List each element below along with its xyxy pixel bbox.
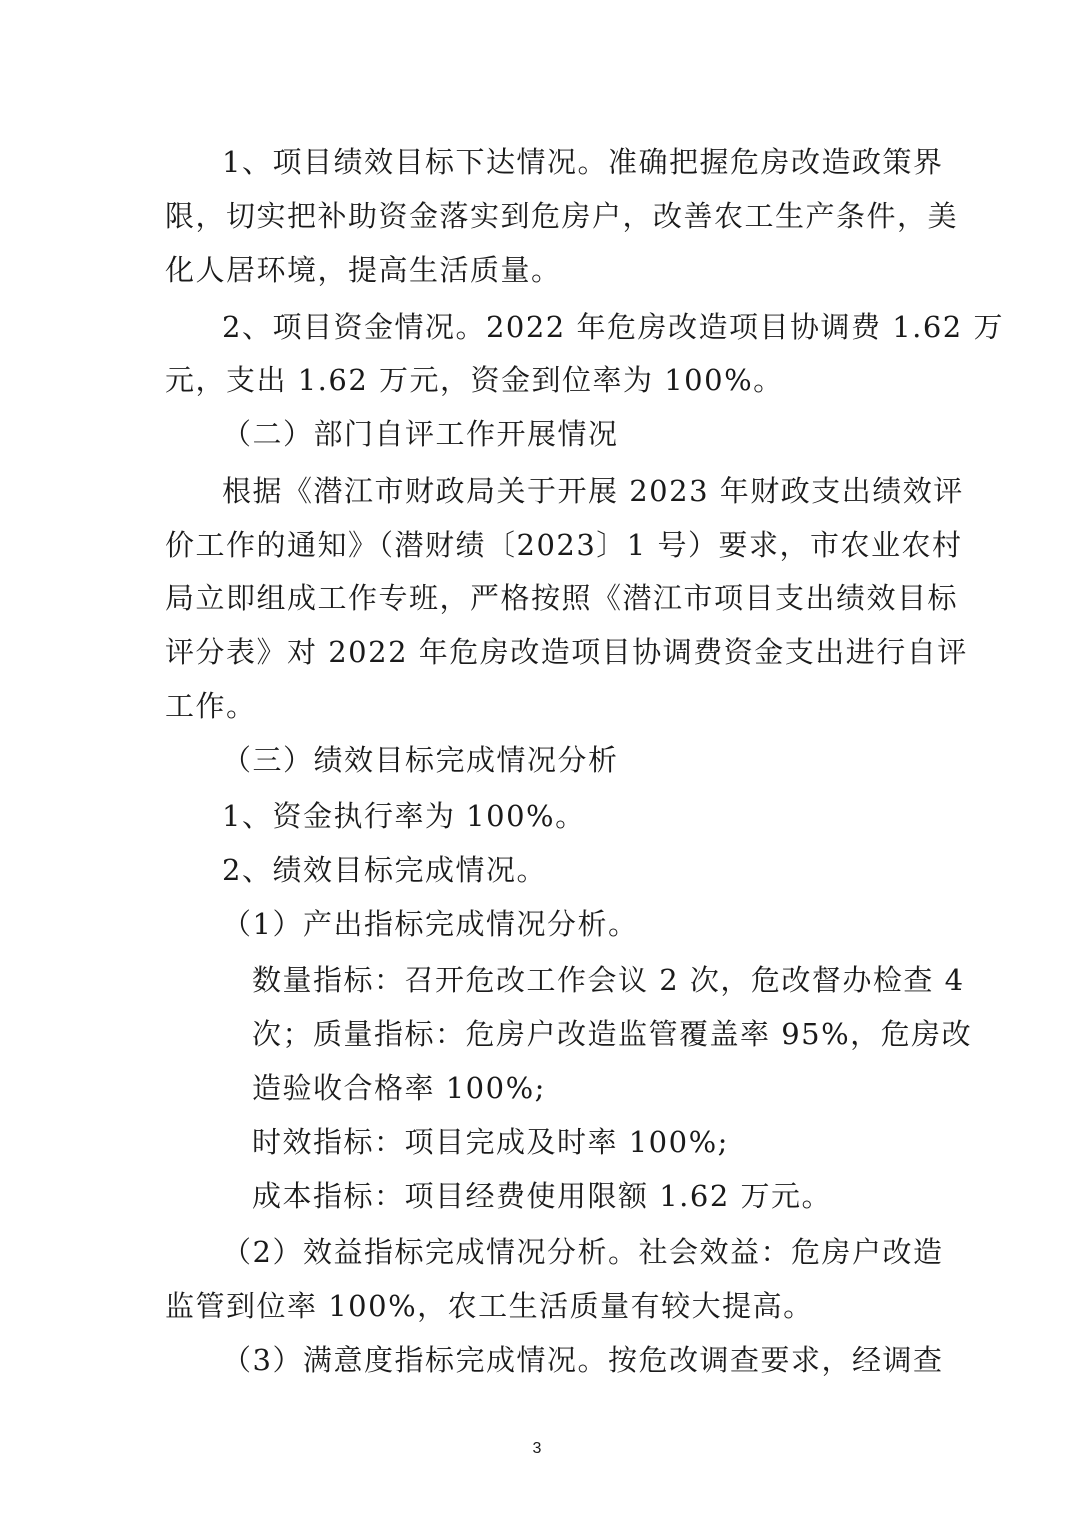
text-line: 时效指标：项目完成及时率 100%; bbox=[252, 1125, 729, 1159]
page-number: 3 bbox=[532, 1440, 542, 1457]
section-heading: （三）绩效目标完成情况分析 bbox=[222, 743, 619, 777]
text-line: 价工作的通知》（潜财绩〔2023〕1 号）要求，市农业农村 bbox=[165, 528, 963, 562]
text-line: 次；质量指标：危房户改造监管覆盖率 95%，危房改 bbox=[252, 1017, 973, 1051]
text-line: 监管到位率 100%，农工生活质量有较大提高。 bbox=[165, 1289, 814, 1323]
text-line: （3）满意度指标完成情况。按危改调查要求，经调查 bbox=[222, 1343, 944, 1377]
text-line: 2、项目资金情况。2022 年危房改造项目协调费 1.62 万 bbox=[222, 310, 1004, 344]
text-line: 根据《潜江市财政局关于开展 2023 年财政支出绩效评 bbox=[222, 474, 964, 508]
text-line: （2）效益指标完成情况分析。社会效益：危房户改造 bbox=[222, 1235, 944, 1269]
text-line: 元，支出 1.62 万元，资金到位率为 100%。 bbox=[165, 363, 784, 397]
text-line: 局立即组成工作专班，严格按照《潜江市项目支出绩效目标 bbox=[165, 581, 959, 615]
text-line: 工作。 bbox=[165, 689, 257, 723]
section-heading: （二）部门自评工作开展情况 bbox=[222, 417, 619, 451]
text-line: 造验收合格率 100%; bbox=[252, 1071, 546, 1105]
text-line: 数量指标：召开危改工作会议 2 次，危改督办检查 4 bbox=[252, 963, 965, 997]
text-line: （1）产出指标完成情况分析。 bbox=[222, 907, 639, 941]
text-line: 1、项目绩效目标下达情况。准确把握危房改造政策界 bbox=[222, 145, 944, 179]
text-line: 化人居环境，提高生活质量。 bbox=[165, 253, 562, 287]
text-line: 评分表》对 2022 年危房改造项目协调费资金支出进行自评 bbox=[165, 635, 968, 669]
text-line: 限，切实把补助资金落实到危房户，改善农工生产条件，美 bbox=[165, 199, 959, 233]
text-line: 成本指标：项目经费使用限额 1.62 万元。 bbox=[252, 1179, 833, 1213]
text-line: 1、资金执行率为 100%。 bbox=[222, 799, 586, 833]
text-line: 2、绩效目标完成情况。 bbox=[222, 853, 547, 887]
